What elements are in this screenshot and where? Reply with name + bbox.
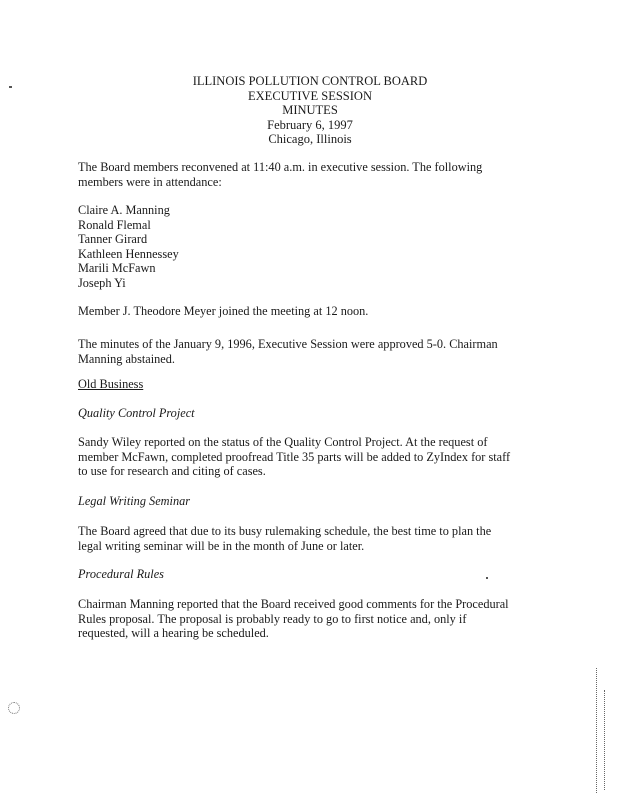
document-type: MINUTES [282, 103, 338, 118]
session-type: EXECUTIVE SESSION [248, 88, 372, 103]
legal-writing-paragraph: The Board agreed that due to its busy rulemaking schedule, the best time to plan the legal writing seminar will be in the month of June or later. [78, 524, 492, 553]
intro-paragraph: The Board members reconvened at 11:40 a.m. in executive session. The following members were in attendance: [78, 160, 483, 189]
old-business-heading: Old Business [78, 377, 144, 391]
attendee-name: Kathleen Hennessey [78, 246, 179, 261]
document-header [150, 74, 470, 147]
minutes-approval-note: The minutes of the January 9, 1996, Executive Session were approved 5-0. Chairman Manning abstained. [78, 337, 498, 366]
attendee-name: Marili McFawn [78, 261, 156, 276]
scan-edge-marks [596, 668, 597, 793]
quality-control-heading: Quality Control Project [78, 406, 195, 420]
meeting-date: February 6, 1997 [267, 117, 353, 132]
scan-speck [9, 86, 12, 88]
scan-speck [8, 702, 20, 714]
scan-speck [486, 577, 488, 579]
board-name: ILLINOIS POLLUTION CONTROL BOARD [192, 74, 428, 88]
quality-control-paragraph: Sandy Wiley reported on the status of the Quality Control Project. At the request of member McFawn, completed proofread Title 35 parts will be added to ZyIndex for staff to use for research and citing of cases. [78, 435, 511, 479]
procedural-rules-heading: Procedural Rules [78, 567, 164, 581]
attendee-name: Ronald Flemal [78, 217, 151, 232]
scan-edge-marks [604, 690, 605, 790]
procedural-rules-paragraph: Chairman Manning reported that the Board received good comments for the Procedural Rules proposal. The proposal is probably ready to go to first notice and, only if requested, will a hearing be scheduled. [78, 597, 509, 641]
attendee-name: Tanner Girard [78, 232, 148, 247]
legal-writing-heading: Legal Writing Seminar [78, 494, 191, 508]
attendance-list [78, 203, 518, 291]
meeting-location: Chicago, Illinois [268, 132, 352, 147]
attendee-name: Joseph Yi [78, 275, 126, 290]
meyer-note: Member J. Theodore Meyer joined the meeting at 12 noon. [78, 304, 369, 318]
attendee-name: Claire A. Manning [78, 203, 170, 217]
